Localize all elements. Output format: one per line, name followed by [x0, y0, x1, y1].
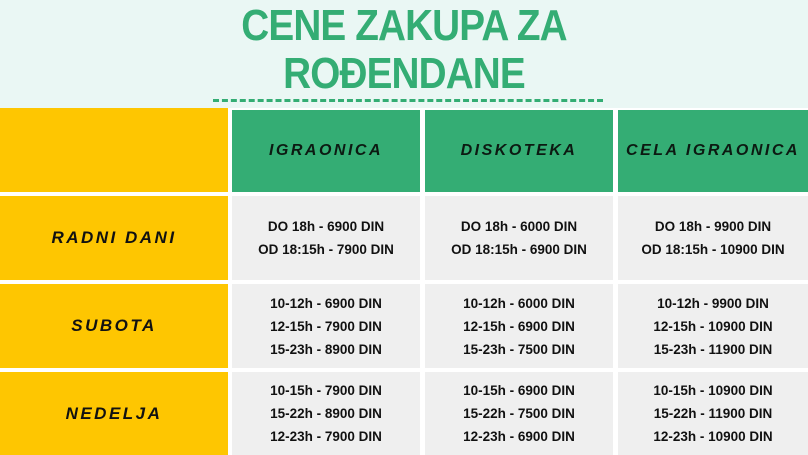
price-line: OD 18:15h - 7900 DIN — [258, 242, 394, 257]
title-divider — [213, 99, 603, 102]
price-line: 12-23h - 6900 DIN — [463, 429, 575, 444]
row-header-nedelja: NEDELJA — [0, 372, 228, 455]
price-line: OD 18:15h - 6900 DIN — [451, 242, 587, 257]
price-cell — [232, 372, 420, 455]
price-line: 12-15h - 7900 DIN — [270, 318, 382, 334]
price-cell — [232, 196, 420, 280]
price-line: DO 18h - 6000 DIN — [460, 219, 578, 234]
price-line: 12-23h - 7900 DIN — [270, 429, 382, 444]
row-header-subota: SUBOTA — [0, 284, 228, 368]
price-line: 10-15h - 10900 DIN — [653, 383, 773, 398]
page-title — [48, 2, 759, 98]
price-line: 15-23h - 11900 DIN — [653, 341, 773, 357]
price-cell — [618, 284, 808, 368]
page-title-line-1: CENE ZAKUPA ZA — [241, 1, 567, 50]
column-header-diskoteka: DISKOTEKA — [425, 110, 613, 192]
price-line: 10-15h - 6900 DIN — [463, 383, 575, 398]
price-cell — [618, 196, 808, 280]
price-line: OD 18:15h - 10900 DIN — [641, 242, 785, 257]
price-line: 10-12h - 9900 DIN — [657, 295, 769, 311]
price-line: 12-15h - 6900 DIN — [463, 318, 575, 334]
row-header-radni-dani: RADNI DANI — [0, 196, 228, 280]
price-line: 15-22h - 11900 DIN — [653, 406, 773, 421]
column-header-igraonica: IGRAONICA — [232, 110, 420, 192]
price-line: 12-15h - 10900 DIN — [653, 318, 773, 334]
price-cell — [425, 372, 613, 455]
price-cell — [232, 284, 420, 368]
column-header-cela-igraonica: CELA IGRAONICA — [618, 110, 808, 192]
price-cell — [618, 372, 808, 455]
price-cell — [425, 284, 613, 368]
price-line: DO 18h - 9900 DIN — [654, 219, 772, 234]
price-line: 10-12h - 6900 DIN — [270, 295, 382, 311]
page-title-line-2: ROĐENDANE — [283, 49, 525, 98]
price-line: 15-23h - 7500 DIN — [463, 341, 575, 357]
price-line: 15-23h - 8900 DIN — [270, 341, 382, 357]
price-line: DO 18h - 6900 DIN — [267, 219, 385, 234]
price-table — [0, 108, 808, 455]
price-line: 10-12h - 6000 DIN — [463, 295, 575, 311]
price-cell — [425, 196, 613, 280]
price-line: 10-15h - 7900 DIN — [270, 383, 382, 398]
page-header — [0, 0, 808, 108]
price-line: 15-22h - 7500 DIN — [463, 406, 575, 421]
table-corner-cell — [0, 108, 228, 192]
price-line: 15-22h - 8900 DIN — [270, 406, 382, 421]
price-line: 12-23h - 10900 DIN — [653, 429, 773, 444]
